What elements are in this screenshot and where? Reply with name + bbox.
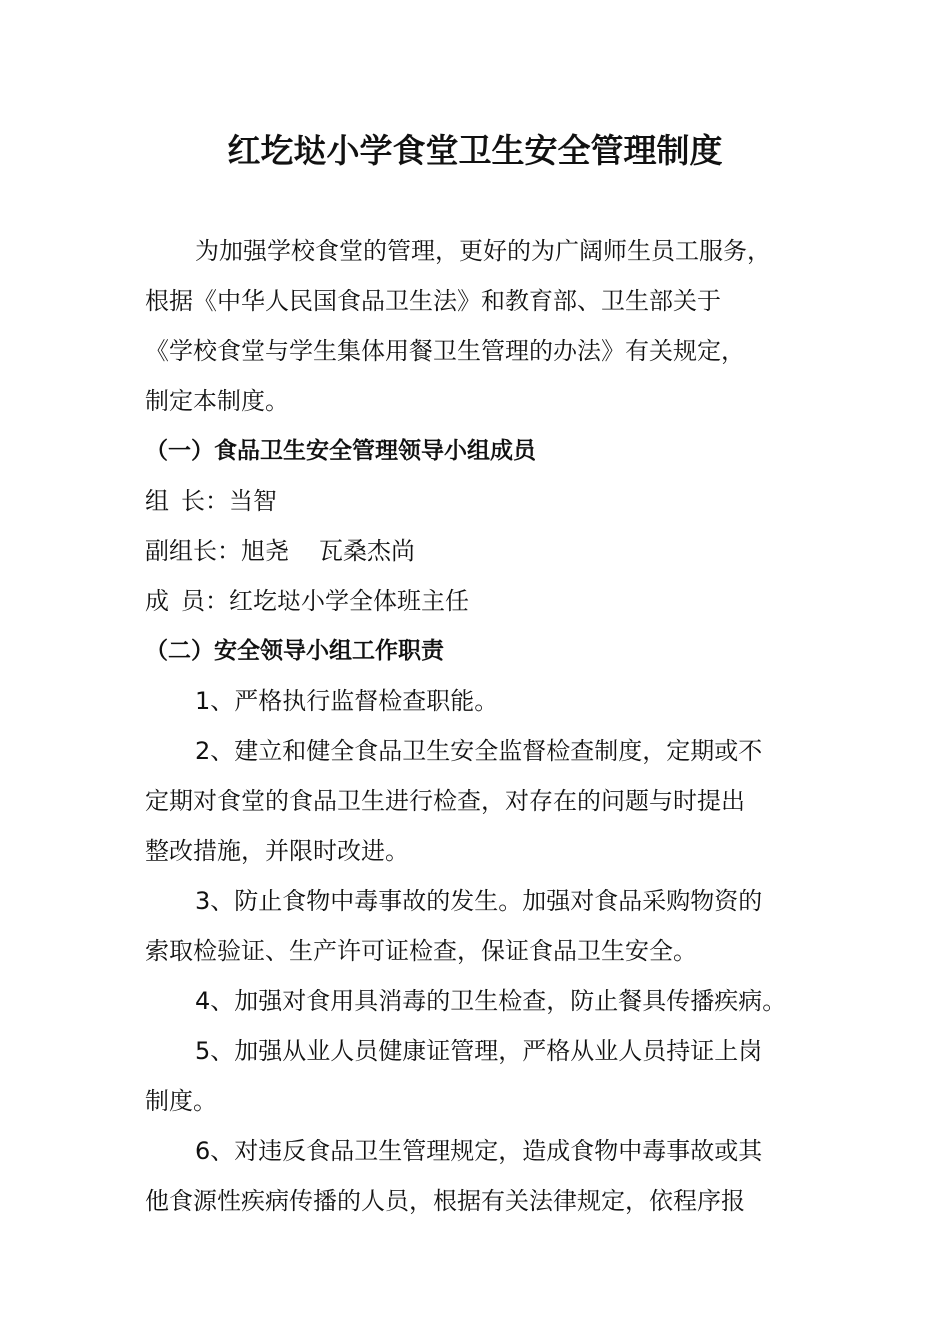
section1-heading: （一）食品卫生安全管理领导小组成员 [145,438,536,464]
document-body [145,226,817,1226]
leader-label-a: 组 [145,487,169,515]
duty-line-5: 3、防止食物中毒事故的发生。加强对食品采购物资的 [195,887,763,915]
duty-line-4: 整改措施，并限时改进。 [145,837,409,865]
duty-line-3: 定期对食堂的食品卫生进行检查，对存在的问题与时提出 [145,787,745,815]
deputy-row [145,526,817,576]
member-label-b: 员： [181,587,229,615]
leader-label-b: 长： [181,487,229,515]
document-title: 红圪垯小学食堂卫生安全管理制度 [227,131,723,170]
intro-line-3: 《学校食堂与学生集体用餐卫生管理的办法》有关规定， [145,337,745,365]
member-row [145,576,817,626]
duty-line-1: 1、严格执行监督检查职能。 [195,687,499,715]
deputy-name-2: 瓦桑杰尚 [319,537,415,565]
member-value: 红圪垯小学全体班主任 [229,587,469,615]
duty-line-9: 制度。 [145,1087,217,1115]
duty-line-7: 4、加强对食用具消毒的卫生检查，防止餐具传播疾病。 [195,987,787,1015]
deputy-label: 副组长： [145,537,241,565]
leader-row [145,476,817,526]
leader-name: 当智 [229,487,277,515]
intro-line-1: 为加强学校食堂的管理，更好的为广阔师生员工服务， [195,237,771,265]
duty-line-11: 他食源性疾病传播的人员，根据有关法律规定，依程序报 [145,1187,745,1215]
duty-line-2: 2、建立和健全食品卫生安全监督检查制度，定期或不 [195,737,763,765]
deputy-name-1: 旭尧 [241,537,289,565]
intro-line-4: 制定本制度。 [145,387,289,415]
member-label-a: 成 [145,587,169,615]
duty-line-6: 索取检验证、生产许可证检查，保证食品卫生安全。 [145,937,697,965]
section2-heading: （二）安全领导小组工作职责 [145,638,444,664]
duty-line-8: 5、加强从业人员健康证管理，严格从业人员持证上岗 [195,1037,763,1065]
duty-line-10: 6、对违反食品卫生管理规定，造成食物中毒事故或其 [195,1137,763,1165]
intro-line-2: 根据《中华人民国食品卫生法》和教育部、卫生部关于 [145,287,721,315]
